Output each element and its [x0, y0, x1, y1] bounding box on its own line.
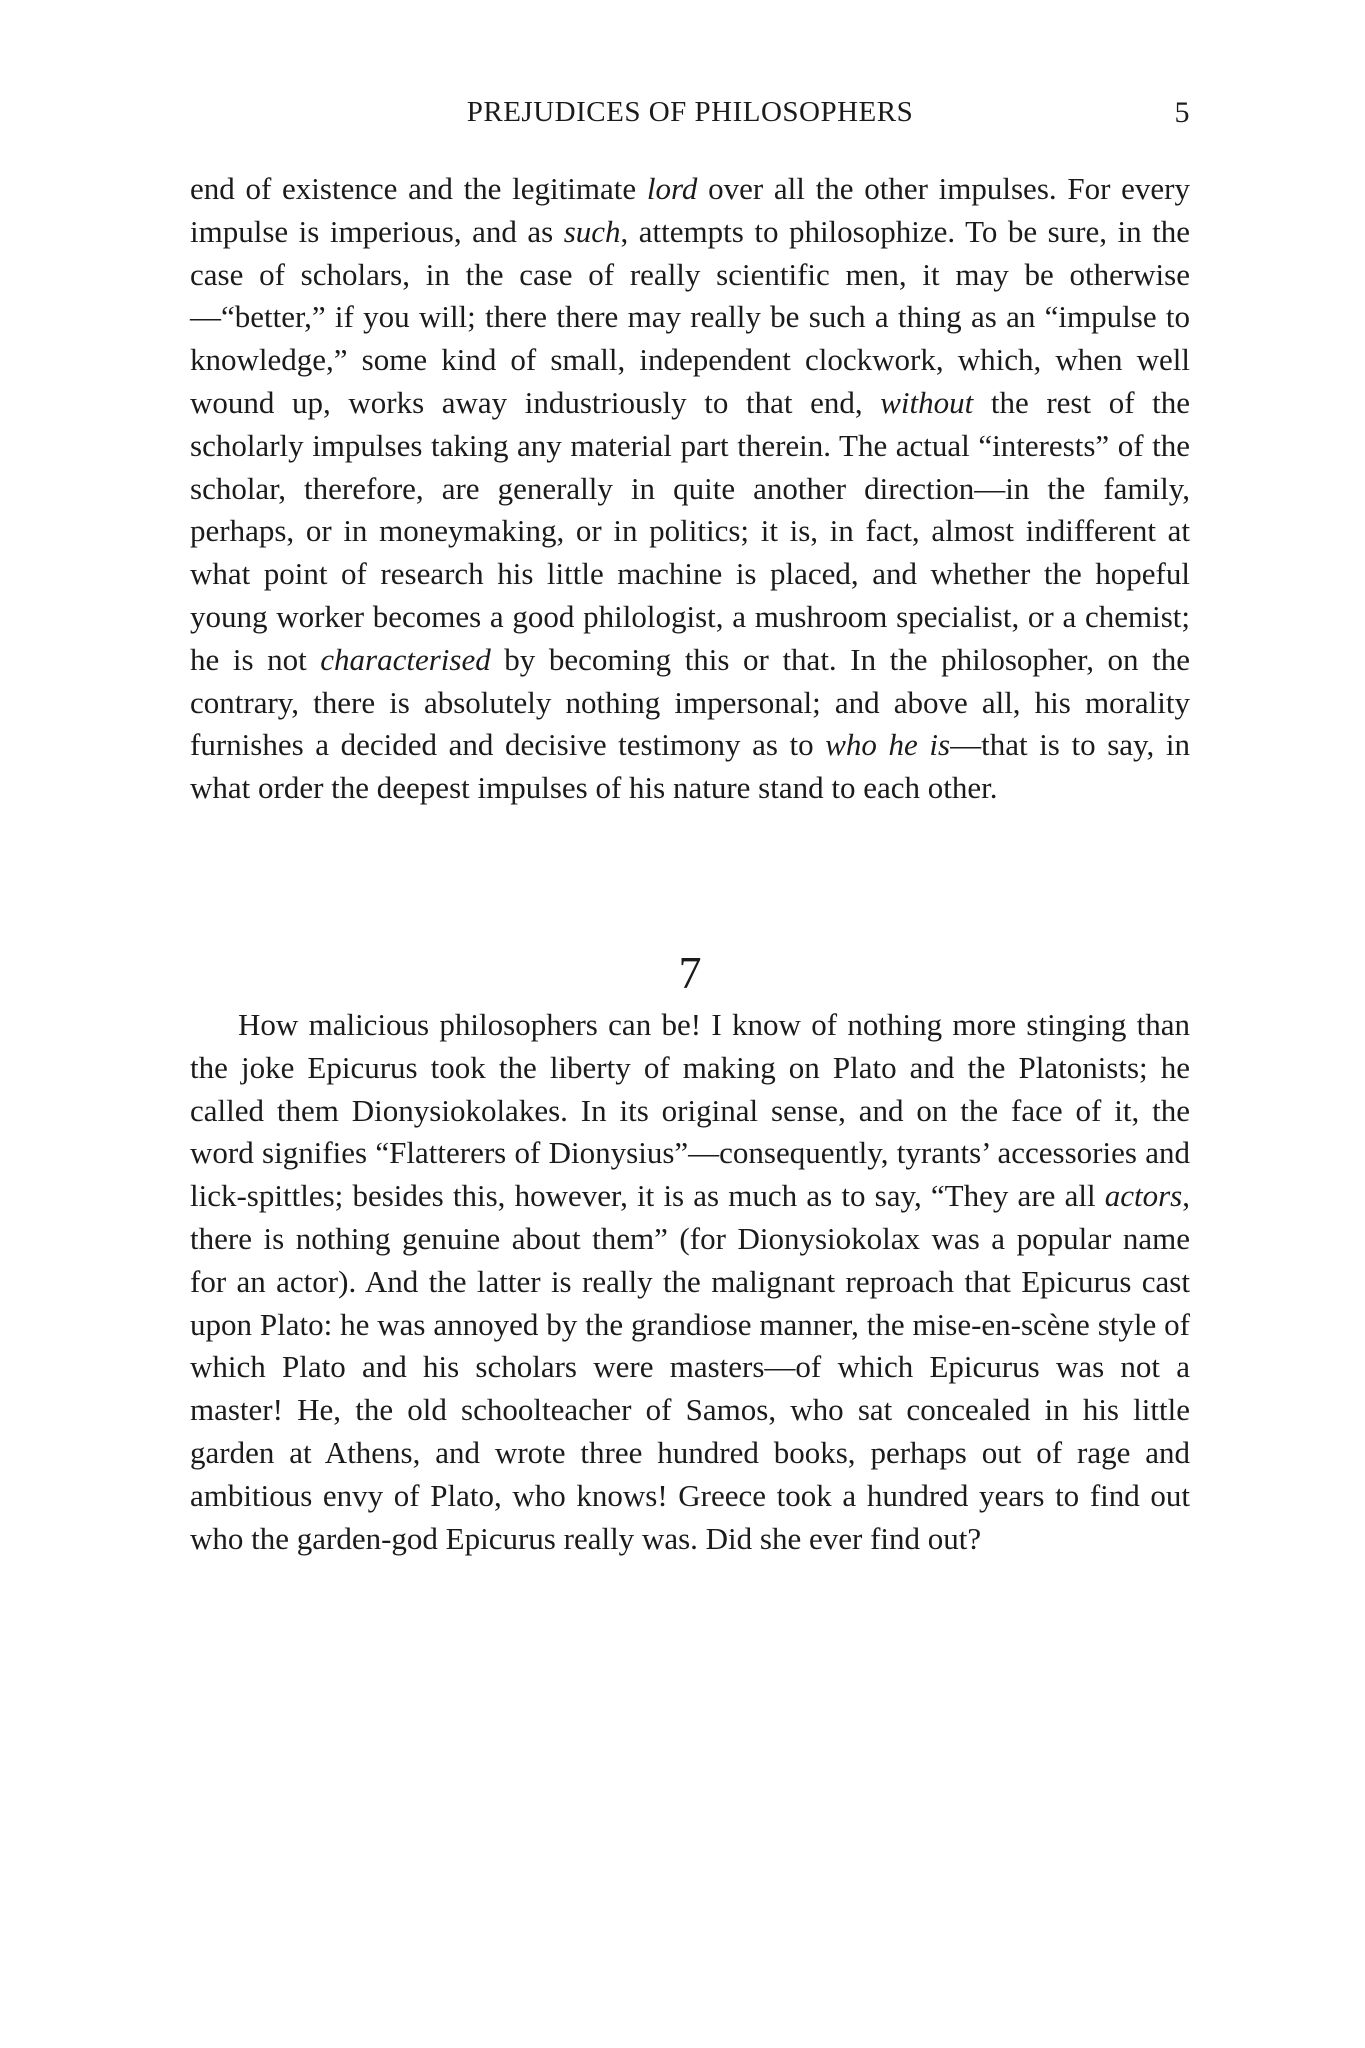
text-run: by becoming this or that. In the philosopher, on the contrary, there is absolutely nothing impersonal; and above all, his morality furnishes a decided and decisive testimony as to: [190, 641, 1190, 763]
book-page: [190, 0, 1190, 2048]
text-run: end of existence and the legitimate: [190, 171, 647, 206]
continuation-block: [190, 168, 1190, 810]
italic-run: characterised: [320, 641, 491, 677]
section-7-block: [190, 1004, 1190, 1560]
italic-run: such: [563, 213, 621, 249]
section-number: 7: [678, 947, 702, 998]
italic-run: who he is: [825, 727, 951, 763]
text-run: —that is to say, in what order the deepest impulses of his nature stand to each other.: [190, 727, 1190, 806]
continuation-paragraph: [190, 168, 1190, 810]
text-run: over all the other impulses. For every impulse is imperious, and as: [190, 171, 1190, 249]
text-run: , there is nothing genuine about them” (for Dionysiokolax was a popular name for an actor). And the latter is really the malignant reproach that Epicurus cast upon Plato: he was annoyed by the grandiose manner, the mise-en-scène style of which Plato and his scholars were masters—of which Epicurus was not a master! He, the old schoolteacher of Samos, who sat concealed in his little garden at Athens, and wrote three hundred books, perhaps out of rage and ambitious envy of Plato, who knows! Greece took a hundred years to find out who the garden-god Epicurus really was. Did she ever find out?: [190, 1178, 1190, 1556]
page-number: 5: [1174, 96, 1190, 129]
italic-run: without: [880, 384, 974, 420]
section-7-paragraph: [190, 1004, 1190, 1560]
running-title: PREJUDICES OF PHILOSOPHERS: [466, 96, 914, 128]
text-run: , attempts to philosophize. To be sure, in the case of scholars, in the case of really scientific men, it may be otherwise—“better,” if you will; there there may really be such a thing as an “impulse to knowledge,” some kind of small, independent clockwork, which, when well wound up, works away industriously to that end,: [190, 213, 1191, 420]
italic-run: actors: [1104, 1178, 1183, 1214]
text-run: the rest of the scholarly impulses taking any material part therein. The actual “interests” of the scholar, therefore, are generally in quite another direction—in the family, perhaps, or in moneymaking, or in politics; it is, in fact, almost indifferent at what point of research his little machine is placed, and whether the hopeful young worker becomes a good philologist, a mushroom specialist, or a chemist; he is not: [190, 384, 1191, 677]
running-header: [190, 96, 1190, 136]
text-run: How malicious philosophers can be! I know of nothing more stinging than the joke Epicurus took the liberty of making on Plato and the Platonists; he called them Dionysiokolakes. In its original sense, and on the face of it, the word signifies “Flatterers of Dionysius”—consequently, tyrants’ accessories and lick-spittles; besides this, however, it is as much as to say, “They are all: [190, 1007, 1190, 1214]
italic-run: lord: [646, 171, 698, 206]
